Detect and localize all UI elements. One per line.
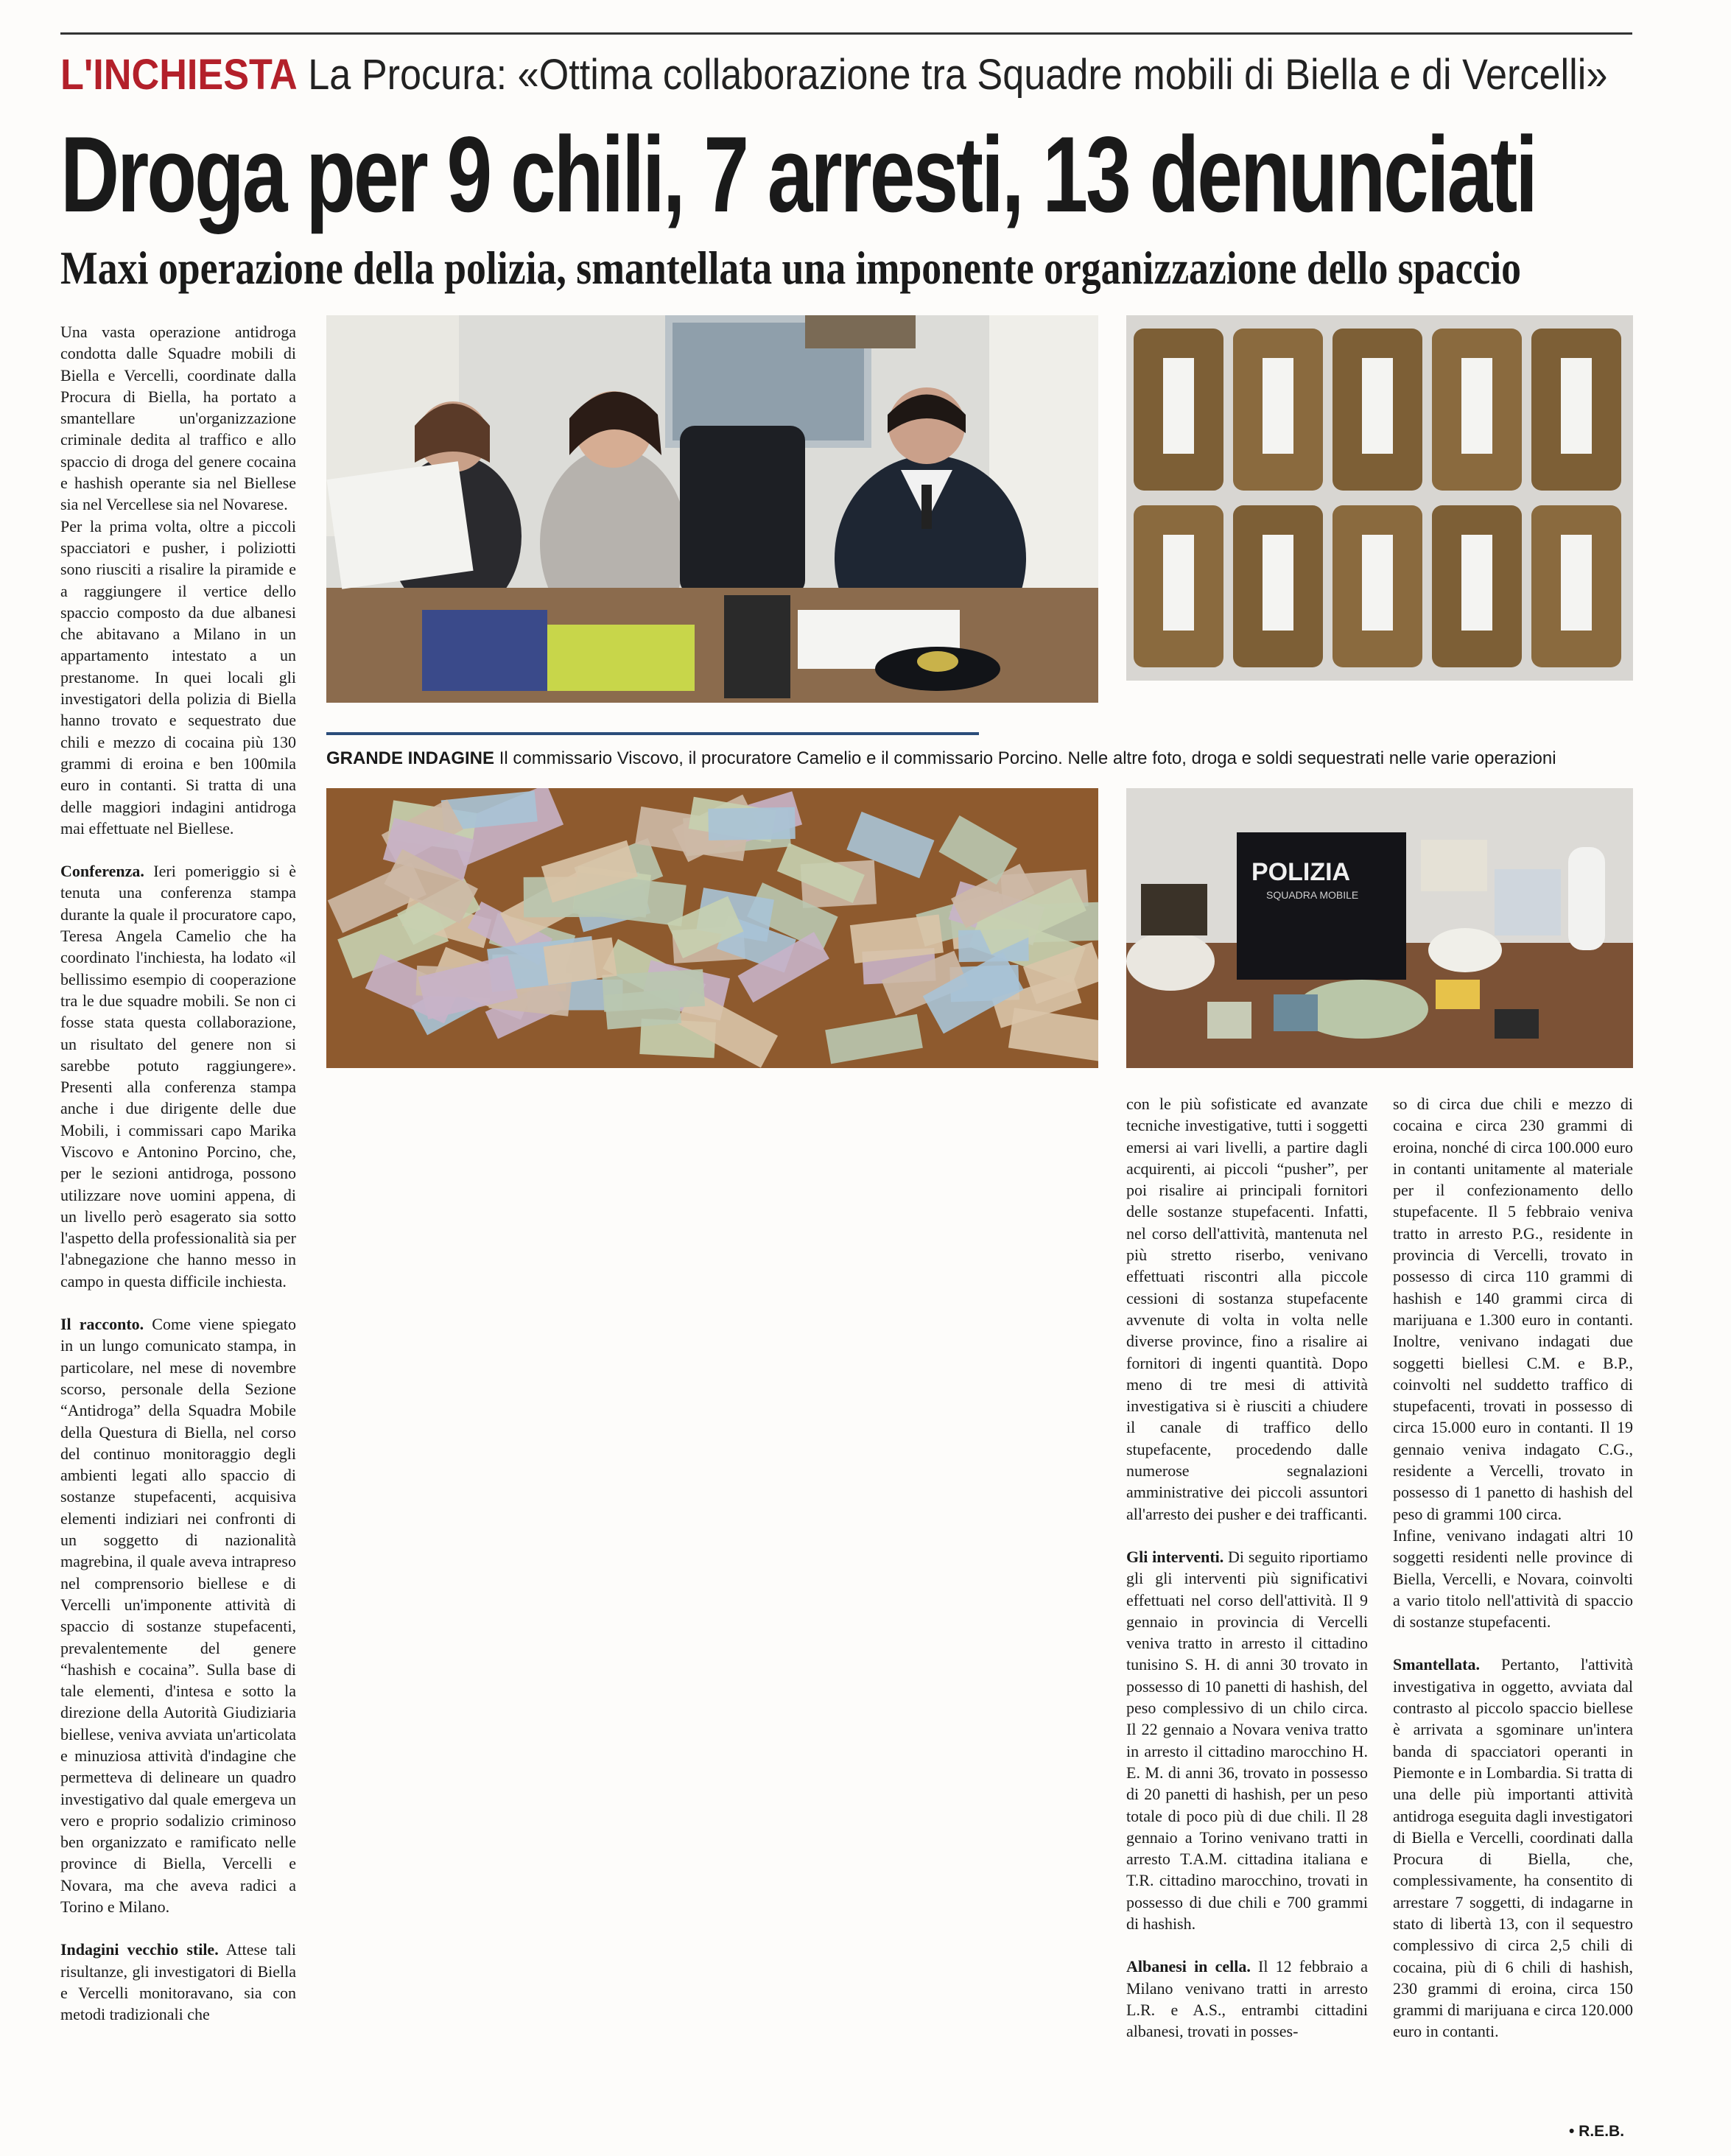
squadra-mobile-label: SQUADRA MOBILE [1266,889,1359,901]
column-1 [60,321,296,2026]
col1-section-indagini [60,1939,296,2025]
photo-caption [326,747,1634,770]
packet-label [1561,535,1592,631]
photo-seized-money [326,788,1098,1068]
packet-label [1263,535,1293,631]
kicker-line [60,46,1608,105]
section-text: Di seguito riportiamo gli gli interventi più significativi effettuati nel corso dell'attività. Il 9 gennaio in provincia di Vercelli veniva tratto in arresto il cittadino tunisino S. H. di anni 30 trovato in possesso di 10 panetti di hashish, del peso complessivo di un chilo circa. Il 22 gennaio a Novara veniva tratto in arresto il cittadino marocchino H. E. M. di anni 36, trovato in possesso di 20 panetti di hashish, per un peso totale di poco più di due chili. Il 28 gennaio a Torino venivano tratti in arresto T.A.M. cittadina italiana e T.R. cittadino marocchino, trovati in possesso di due chili e 700 grammi di hashish. [1126,1547,1369,1933]
packet-label [1561,358,1592,454]
hashish-packets-illustration [1126,315,1633,681]
author-signature: • R.E.B. [1569,2123,1625,2140]
section-title: Gli interventi. [1126,1547,1224,1566]
kicker-text: La Procura: «Ottima collaborazione tra Squadre mobili di Biella e di Vercelli» [308,51,1608,99]
photo-seized-items [1126,788,1633,1068]
packet-label [1461,535,1492,631]
caption-text: Il commissario Viscovo, il procuratore Camelio e il commissario Porcino. Nelle altre foto, droga e soldi sequestrati nelle varie operazioni [499,748,1556,768]
section-title: Smantellata. [1393,1655,1480,1674]
section-text: Ieri pomeriggio si è tenuta una conferenza stampa durante la quale il procuratore capo, Teresa Angela Camelio che ha coordinato l'inchiesta, ha lodato «il bellissimo esempio di cooperazione tra le due squadre mobili. Se non ci fosse stata questa collaborazione, un risultato del genere non si sarebbe potuto raggiungere». Presenti alla conferenza stampa anche i due dirigente delle due Mobili, i commissari capo Marika Viscovo e Antonino Porcino, che, per le sezioni antidroga, possono utilizzare nove uomini appena, di un livello però esagerato sia sotto l'aspetto della professionalità sia per l'abnegazione che hanno messo in campo in questa difficile inchiesta. [60,862,296,1291]
col1-section-conferenza [60,860,296,1292]
packet-label [1461,358,1492,454]
col2-section-albanesi [1126,1956,1368,2042]
column-2 [1126,1093,1368,2042]
headline: Droga per 9 chili, 7 arresti, 13 denunciati [60,114,1536,234]
caption-kicker: GRANDE INDAGINE [326,748,495,768]
caption-rule [326,732,979,735]
press-conference-illustration [326,315,1098,703]
packet-label [1163,535,1194,631]
top-rule [60,32,1632,35]
seized-items-illustration [1126,788,1633,1068]
packet-label [1263,358,1293,454]
kicker: L'INCHIESTA [60,51,298,99]
photo-press-conference [326,315,1098,703]
section-text: Pertanto, l'attività investigativa in oggetto, avviata dal contrasto al piccolo spaccio biellese è arrivata a sgominare un'intera banda di spacciatori operanti in Piemonte e in Lombardia. Si tratta di una delle più importanti attività antidroga eseguita dagli investigatori di Biella e Vercelli, coordinati dalla Procura di Biella, che, complessivamente, ha consentito di arrestare 7 soggetti, di indagarne in stato di libertà 13, con il sequestro complessivo di circa 2,5 chili di cocaina, più di 6 chili di hashish, 230 grammi di eroina, circa 150 grammi di marijuana e circa 120.000 euro in contanti. [1393,1655,1633,2041]
col1-paragraph-1: Una vasta operazione antidroga condotta dalle Squadre mobili di Biella e Vercelli, coordinate dalla Procura di Biella, ha portato a smantellare un'organizzazione criminale dedita al traffico e allo spaccio di droga del genere cocaina e hashish operante sia nel Biellese sia nel Vercellese sia nel Novarese. [60,323,296,514]
section-title: Indagini vecchio stile. [60,1940,219,1959]
packet-label [1362,535,1393,631]
col2-section-interventi [1126,1546,1368,1934]
section-text: Come viene spiegato in un lungo comunicato stampa, in particolare, nel mese di novembre scorso, personale della Sezione “Antidroga” della Squadra Mobile della Questura di Biella, nel corso del continuo monitoraggio degli ambienti legati allo spaccio di sostanze stupefacenti, acquisiva elementi indiziari nei confronti di un soggetto di nazionalità magrebina, il quale aveva intrapreso nel comprensorio biellese e di Vercelli un'imponente attività di spaccio di sostanze stupefacenti, prevalentemente del genere “hashish e cocaina”. Sulla base di tale elementi, d'intesa e sotto la direzione della Autorità Giudiziaria biellese, veniva avviata un'articolata e minuziosa attività d'indagine che permetteva di delineare un quadro investigativo dal quale emergeva un vero e proprio sodalizio criminoso ben organizzato e ramificato nelle province di Biella, Vercelli e Novara, ma che aveva radici a Torino e Milano. [60,1315,297,1917]
packet-label [1163,358,1194,454]
section-title: Conferenza. [60,862,144,881]
section-text: Il 12 febbraio a Milano venivano tratti in arresto L.R. e A.S., entrambi cittadini albanesi, trovati in posses- [1126,1957,1369,2041]
seized-money-illustration [326,788,1098,1068]
subheadline: Maxi operazione della polizia, smantellata una imponente organizzazione dello spaccio [60,242,1522,294]
photo-hashish-packets [1126,315,1633,681]
banknote [605,989,681,1029]
section-text: Attese tali risultanze, gli investigatori di Biella e Vercelli monitoravano, sia con metodi tradizionali che [60,1940,296,2024]
col2-paragraph-1: con le più sofisticate ed avanzate tecniche investigative, tutti i soggetti emersi ai vari livelli, a partire dagli acquirenti, ai piccoli “pusher”, per poi risalire ai principali fornitori delle sostanze stupefacenti. Infatti, nel corso dell'attività, mantenuta nel più stretto riserbo, venivano effettuati riscontri alla piccole cessioni di sostanza stupefacente avvenute di volta in volta nelle diverse province, fino a risalire ai fornitori di ingenti quantità. Dopo meno di tre mesi di attività investigativa si è riusciti a chiudere il canale di traffico dello stupefacente, procedendo dalle numerose segnalazioni amministrative dei piccoli assuntori all'arresto dei pusher e dei trafficanti. [1126,1095,1368,1523]
col3-paragraph-2: Infine, venivano indagati altri 10 soggetti residenti nelle province di Biella, Vercelli, e Novara, coinvolti a vario titolo nell'attività di spaccio di sostanze stupefacenti. [1393,1525,1633,1632]
col3-paragraph-1: so di circa due chili e mezzo di cocaina e circa 230 grammi di eroina, nonché di circa 100.000 euro in contanti unitamente al materiale per il confezionamento dello stupefacente. Il 5 febbraio veniva tratto in arresto P.G., residente in provincia di Vercelli, trovato in possesso di circa 110 grammi di hashish e 140 grammi circa di marijuana e 1.300 euro in contanti. Inoltre, venivano indagati due soggetti biellesi C.M. e B.P., coinvolti nel suddetto traffico di stupefacenti, trovati in possesso di circa 15.000 euro in contanti. Il 19 gennaio veniva indagato C.G., residente a Vercelli, trovato in possesso di 1 panetto di hashish del peso di grammi 100 circa. [1393,1095,1633,1523]
banknote [708,807,796,840]
col1-section-racconto [60,1313,296,1917]
col1-paragraph-2: Per la prima volta, oltre a piccoli spacciatori e pusher, i poliziotti sono riusciti a risalire la piramide e a raggiungere il vertice dello spaccio composto da due albanesi che abitavano a Milano in un appartamento intestato a un prestanome. In quei locali gli investigatori della polizia di Biella hanno trovato e sequestrato due chili e mezzo di cocaina più 130 grammi di eroina e ben 100mila euro in contanti. Si tratta di una delle maggiori indagini antidroga mai effettuate nel Biellese. [60,516,296,838]
section-title: Il racconto. [60,1315,144,1334]
column-3 [1393,1093,1633,2043]
section-title: Albanesi in cella. [1126,1957,1251,1976]
col3-section-smantellata [1393,1654,1633,2042]
polizia-bag-label: POLIZIA [1251,858,1351,886]
packet-label [1362,358,1393,454]
